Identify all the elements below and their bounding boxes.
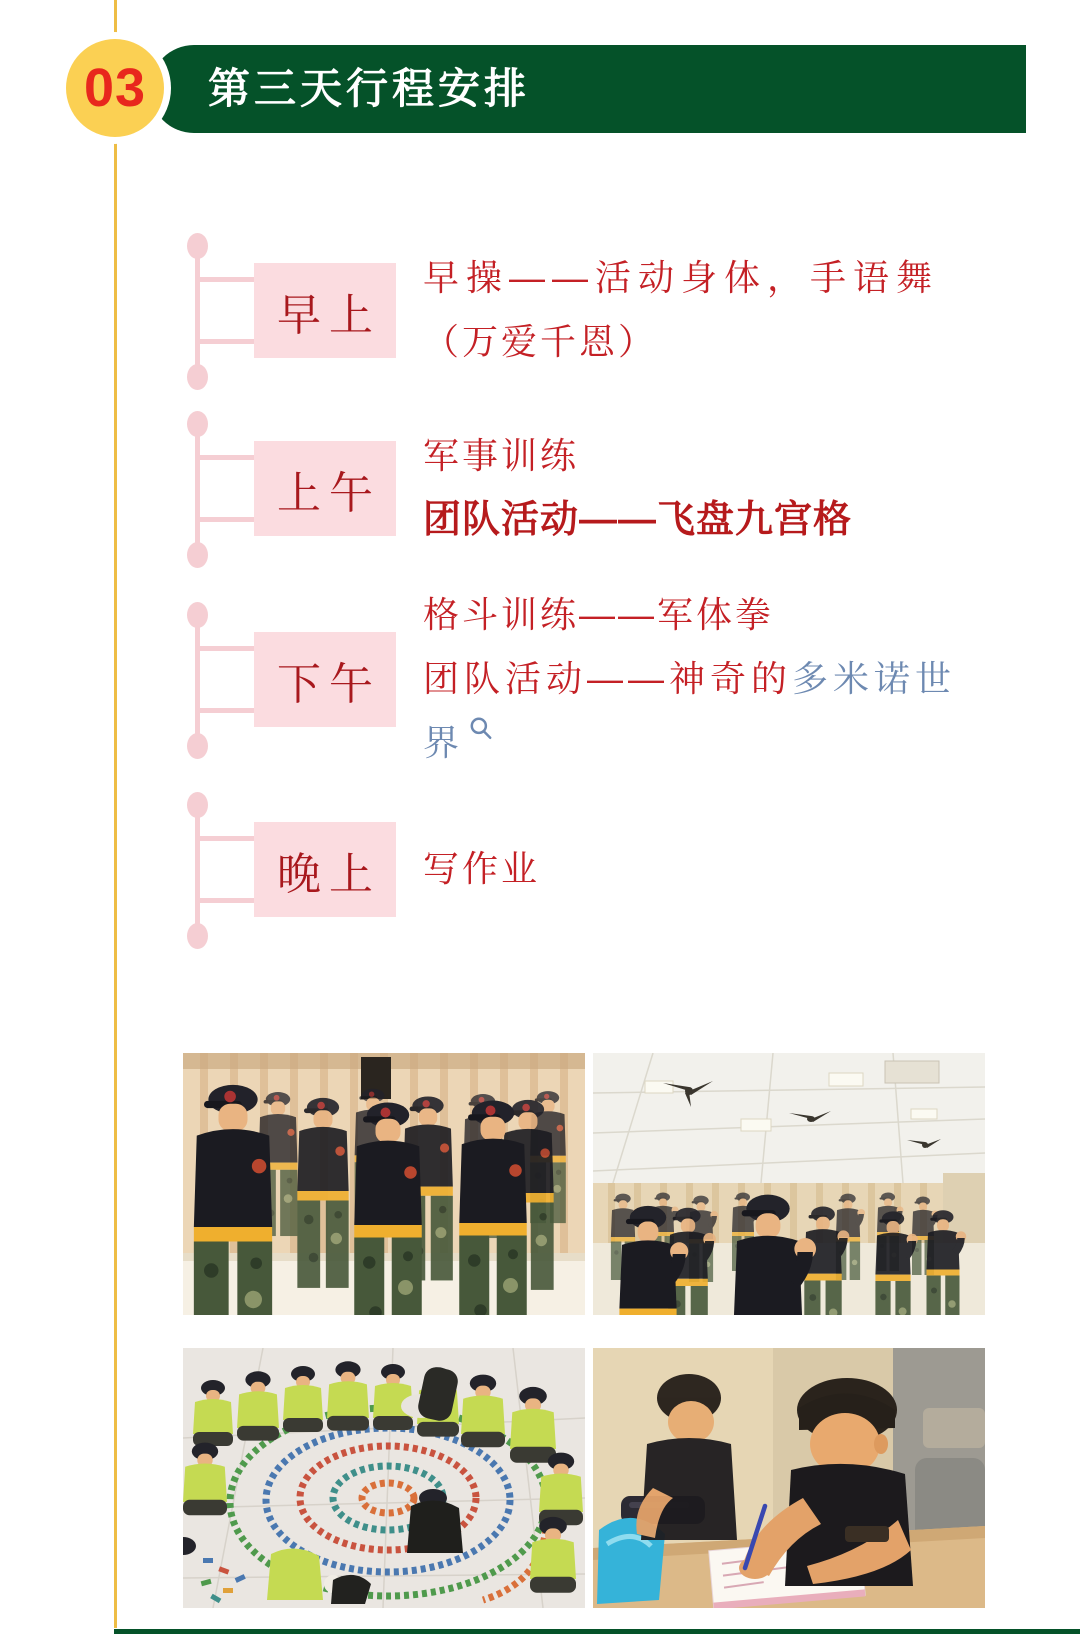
timeline-tick (198, 455, 255, 460)
section-title: 第三天行程安排 (208, 65, 531, 112)
timeline-tick (198, 836, 255, 841)
time-box-evening (254, 822, 396, 917)
domino-link-wrap[interactable]: 界 (423, 722, 463, 763)
photo-homework (593, 1348, 985, 1608)
photo-boxing-illustration (593, 1053, 985, 1315)
time-label: 晚上 (277, 849, 381, 899)
left-accent-line (114, 0, 117, 1628)
timeline-tick (198, 708, 255, 713)
timeline-line (195, 805, 200, 936)
badge-circle (66, 39, 164, 137)
domino-link[interactable]: 多米诺世 (792, 658, 957, 699)
timeline-dot (187, 923, 208, 949)
timeline-tick (198, 898, 255, 903)
timeline-tick (198, 517, 255, 522)
timeline-dot (187, 233, 208, 259)
timeline-dot (187, 411, 208, 437)
photo-homework-illustration (593, 1348, 985, 1608)
timeline-dot (187, 364, 208, 390)
search-icon[interactable] (468, 715, 494, 741)
activity-line (423, 711, 1008, 775)
activity-text-forenoon (423, 424, 1008, 552)
activity-text-afternoon (423, 583, 1008, 775)
time-label: 早上 (277, 290, 381, 340)
timeline-dot (187, 792, 208, 818)
activity-text-evening (423, 837, 1008, 901)
photo-domino-activity (183, 1348, 585, 1608)
photo-formation-illustration (183, 1053, 585, 1315)
timeline-tick (198, 277, 255, 282)
activity-line: （万爱千恩） (423, 321, 658, 362)
activity-line (423, 647, 1008, 711)
bottom-green-bar (114, 1629, 1080, 1634)
time-box-afternoon (254, 632, 396, 727)
activity-text-part: 团队活动——神奇的 (423, 658, 793, 699)
timeline-dot (187, 542, 208, 568)
photo-formation (183, 1053, 585, 1315)
section-number-badge (59, 32, 171, 144)
time-label: 上午 (277, 468, 381, 518)
timeline-dot (187, 733, 208, 759)
activity-line: 写作业 (423, 848, 541, 889)
timeline-tick (198, 646, 255, 651)
timeline-tick (198, 339, 255, 344)
photo-domino-illustration (183, 1348, 585, 1608)
timeline-line (195, 615, 200, 746)
timeline-line (195, 246, 200, 377)
section-banner (150, 45, 1026, 133)
activity-line: 格斗训练——军体拳 (423, 594, 775, 635)
time-label: 下午 (277, 659, 381, 709)
time-box-morning (254, 263, 396, 358)
badge-number: 03 (83, 58, 147, 118)
activity-line-bold: 团队活动——飞盘九宫格 (423, 499, 853, 541)
activity-line: 军事训练 (423, 435, 580, 476)
photo-boxing-drill (593, 1053, 985, 1315)
activity-line: 早操——活动身体，手语舞 (423, 257, 940, 298)
activity-text-morning (423, 246, 1008, 374)
time-box-forenoon (254, 441, 396, 536)
timeline-dot (187, 602, 208, 628)
timeline-line (195, 424, 200, 555)
